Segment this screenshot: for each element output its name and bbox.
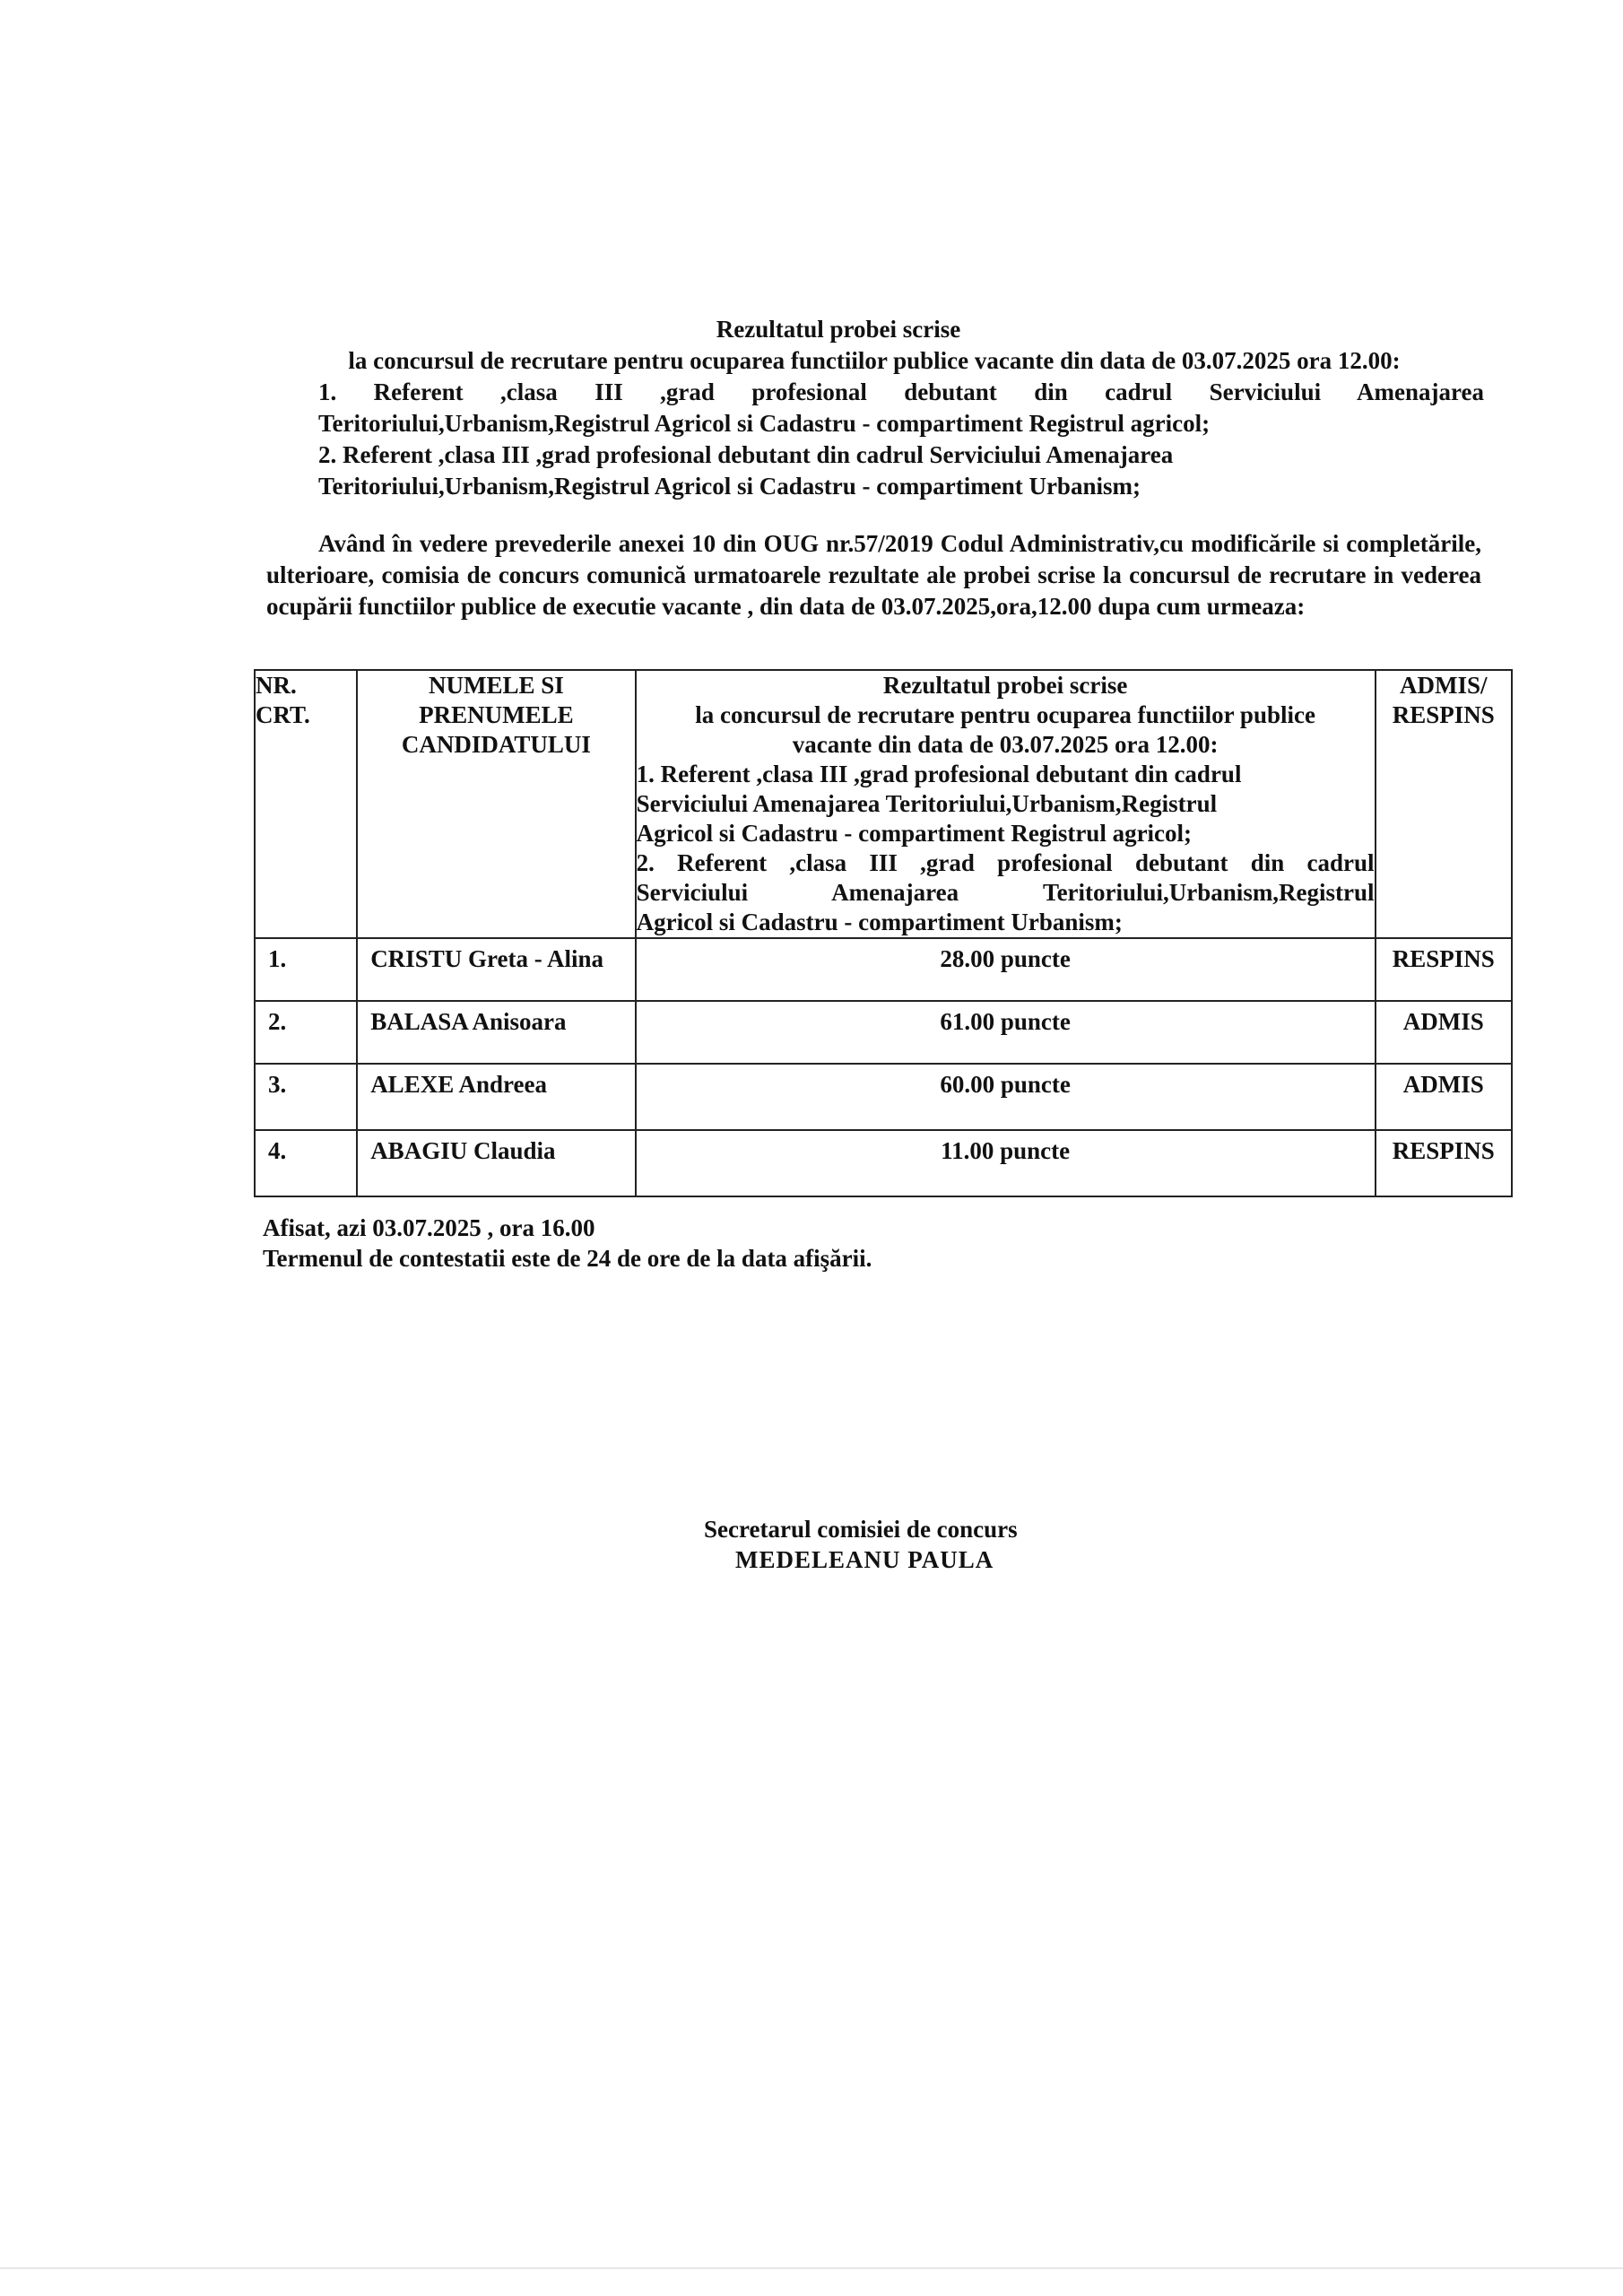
position-1-line-2: Teritoriului,Urbanism,Registrul Agricol si Cadastru - compartiment Registrul agricol; bbox=[318, 410, 1211, 437]
position-1-line-1: 1. Referent ,clasa III ,grad profesional debutant din cadrul Serviciului Amenajarea bbox=[318, 378, 1484, 405]
page-edge-line bbox=[0, 2267, 1623, 2269]
position-2-line-2: Teritoriului,Urbanism,Registrul Agricol si Cadastru - compartiment Urbanism; bbox=[318, 473, 1141, 500]
table-row bbox=[255, 1064, 1512, 1130]
candidate-status: RESPINS bbox=[1376, 938, 1512, 1001]
candidate-score: 60.00 puncte bbox=[636, 1064, 1376, 1130]
position-2-line-1: 2. Referent ,clasa III ,grad profesional debutant din cadrul Serviciului Amenajarea bbox=[318, 441, 1174, 468]
candidate-status: ADMIS bbox=[1376, 1064, 1512, 1130]
candidate-status: ADMIS bbox=[1376, 1001, 1512, 1064]
table-row bbox=[255, 1130, 1512, 1196]
signature-name: MEDELEANU PAULA bbox=[735, 1546, 994, 1573]
table-row bbox=[255, 1001, 1512, 1064]
header-status bbox=[1376, 670, 1512, 938]
header-result-line-2: vacante din data de 03.07.2025 ora 12.00: bbox=[792, 731, 1219, 758]
candidate-name: BALASA Anisoara bbox=[357, 1001, 635, 1064]
appeal-deadline-line: Termenul de contestatii este de 24 de ore de la data afişării. bbox=[263, 1245, 872, 1272]
document-header bbox=[318, 314, 1484, 502]
table-header-row bbox=[255, 670, 1512, 938]
posting-info bbox=[263, 1213, 872, 1274]
candidate-score: 61.00 puncte bbox=[636, 1001, 1376, 1064]
header-result-line-5: Agricol si Cadastru - compartiment Registrul agricol; bbox=[636, 820, 1193, 847]
header-result-line-6: 2. Referent ,clasa III ,grad profesional debutant din cadrul bbox=[636, 849, 1375, 876]
header-result-line-3: 1. Referent ,clasa III ,grad profesional debutant din cadrul bbox=[636, 761, 1242, 787]
header-nr-label: NR. bbox=[256, 672, 297, 699]
header-crt-label: CRT. bbox=[256, 701, 310, 728]
signature-block bbox=[704, 1514, 1063, 1575]
results-table bbox=[254, 669, 1513, 1197]
candidate-name: ABAGIU Claudia bbox=[357, 1130, 635, 1196]
row-number: 1. bbox=[255, 938, 357, 1001]
signature-role: Secretarul comisiei de concurs bbox=[704, 1516, 1018, 1543]
header-result-line-8: Agricol si Cadastru - compartiment Urbanism; bbox=[636, 909, 1123, 935]
table-row bbox=[255, 938, 1512, 1001]
document-subtitle: la concursul de recrutare pentru ocuparea functiilor publice vacante din data de 03.07.2025 ora 12.00: bbox=[348, 347, 1401, 374]
candidate-name: ALEXE Andreea bbox=[357, 1064, 635, 1130]
header-result-line-7: Serviciului Amenajarea Teritoriului,Urbanism,Registrul bbox=[636, 879, 1375, 906]
header-result bbox=[636, 670, 1376, 938]
intro-paragraph: Având în vedere prevederile anexei 10 din OUG nr.57/2019 Codul Administrativ,cu modificările si completările, ulterioare, comisia de concurs comunică urmatoarele rezultate ale probei scrise la concursul de recrutare in vederea ocupării functiilor publice de executie vacante , din data de 03.07.2025,ora,12.00 dupa cum urmeaza: bbox=[266, 530, 1481, 620]
header-status-line-1: ADMIS/ bbox=[1400, 672, 1488, 699]
document-title: Rezultatul probei scrise bbox=[716, 316, 961, 343]
header-result-line-1: la concursul de recrutare pentru ocuparea functiilor publice bbox=[695, 701, 1315, 728]
candidate-score: 11.00 puncte bbox=[636, 1130, 1376, 1196]
header-name-line-3: CANDIDATULUI bbox=[401, 731, 591, 758]
header-candidate-name bbox=[357, 670, 635, 938]
header-nr-crt bbox=[255, 670, 357, 938]
row-number: 4. bbox=[255, 1130, 357, 1196]
header-name-line-1: NUMELE SI bbox=[429, 672, 564, 699]
candidate-status: RESPINS bbox=[1376, 1130, 1512, 1196]
candidate-name: CRISTU Greta - Alina bbox=[357, 938, 635, 1001]
row-number: 3. bbox=[255, 1064, 357, 1130]
row-number: 2. bbox=[255, 1001, 357, 1064]
candidate-score: 28.00 puncte bbox=[636, 938, 1376, 1001]
header-name-line-2: PRENUMELE bbox=[419, 701, 574, 728]
header-result-line-4: Serviciului Amenajarea Teritoriului,Urbanism,Registrul bbox=[636, 790, 1218, 817]
header-status-line-2: RESPINS bbox=[1392, 701, 1495, 728]
header-result-title: Rezultatul probei scrise bbox=[882, 672, 1128, 699]
posted-date-line: Afisat, azi 03.07.2025 , ora 16.00 bbox=[263, 1214, 595, 1241]
